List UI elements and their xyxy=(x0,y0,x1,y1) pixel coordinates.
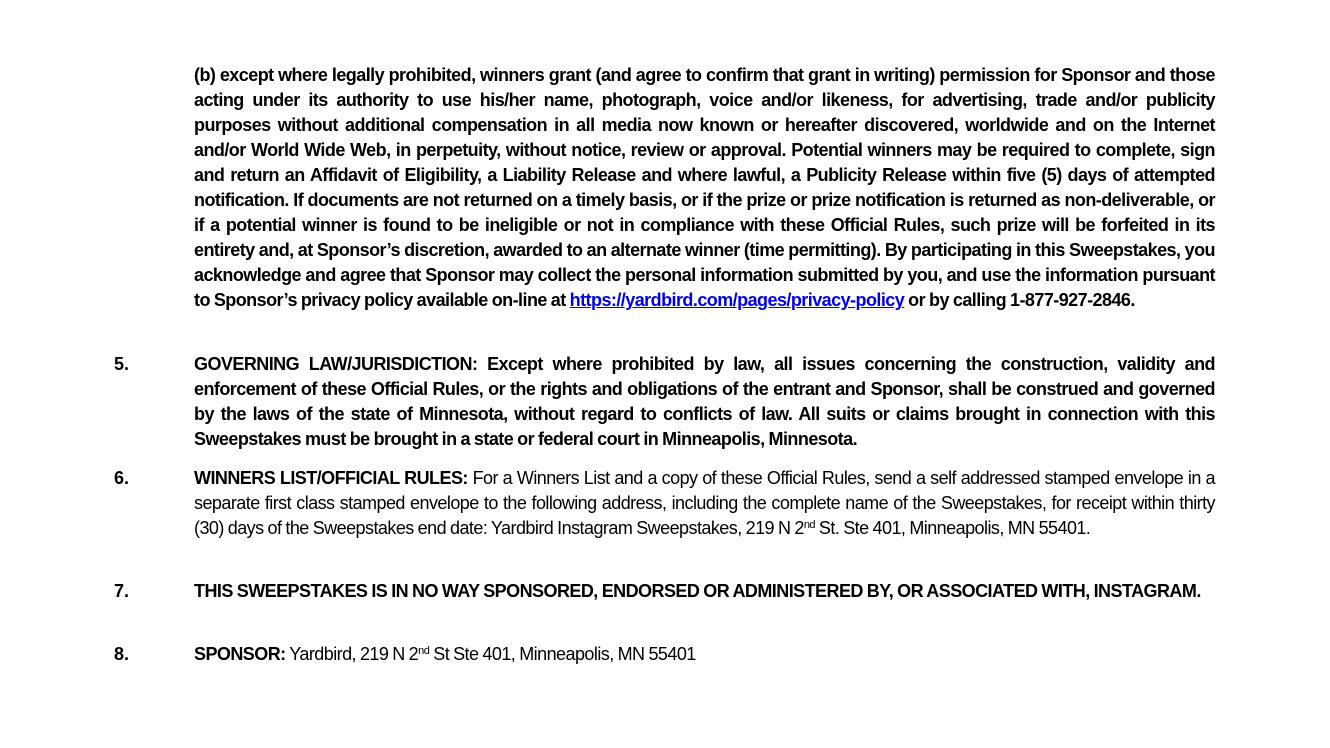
section-5-number: 5. xyxy=(114,354,130,374)
section-7-text: THIS SWEEPSTAKES IS IN NO WAY SPONSORED, ENDORSED OR ADMINISTERED BY, OR ASSOCIATED WITH, INSTAGRAM. xyxy=(194,581,1201,601)
paragraph-b-text-end: or by calling 1-877-927-2846. xyxy=(904,290,1135,310)
section-8-heading: SPONSOR: xyxy=(194,644,286,664)
paragraph-b xyxy=(194,63,1215,313)
section-8-number: 8. xyxy=(114,644,130,664)
section-8-text-end: St Ste 401, Minneapolis, MN 55401 xyxy=(429,644,696,664)
section-8-paragraph xyxy=(194,642,1215,667)
section-6-heading: WINNERS LIST/OFFICIAL RULES: xyxy=(194,468,468,488)
section-8-text: Yardbird, 219 N 2 xyxy=(285,644,419,664)
section-8-ordinal-suffix: nd xyxy=(418,645,430,657)
privacy-policy-link[interactable]: https://yardbird.com/pages/privacy-policy xyxy=(569,290,905,310)
section-6-paragraph xyxy=(194,466,1215,541)
section-5-text: GOVERNING LAW/JURISDICTION: Except where prohibited by law, all issues concerning the construction, validity and enforcement of these Official Rules, or the rights and obligations of the entrant and Sponsor, shall be construed and governed by the laws of the state of Minnesota, without regard to conflicts of law. All suits or claims brought in connection with this Sweepstakes must be brought in a state or federal court in Minneapolis, Minnesota. xyxy=(194,354,1215,449)
section-6-ordinal-suffix: nd xyxy=(803,519,815,531)
section-6-number: 6. xyxy=(114,468,130,488)
paragraph-b-text: (b) except where legally prohibited, winners grant (and agree to confirm that grant in writing) permission for Sponsor and those acting under its authority to use his/her name, photograph, voice and/or likeness, for advertising, trade and/or publicity purposes without additional compensation in all media now known or hereafter discovered, worldwide and on the Internet and/or World Wide Web, in perpetuity, without notice, review or approval. Potential winners may be required to complete, sign and return an Affidavit of Eligibility, a Liability Release and where lawful, a Publicity Release within five (5) days of attempted notification. If documents are not returned on a timely basis, or if the prize or prize notification is returned as non-deliverable, or if a potential winner is found to be ineligible or not in compliance with these Official Rules, such prize will be forfeited in its entirety and, at Sponsor’s discretion, awarded to an alternate winner (time permitting). By participating in this Sweepstakes, you acknowledge and agree that Sponsor may collect the personal information submitted by you, and use the information pursuant to Sponsor’s privacy policy available on-line at xyxy=(194,65,1215,310)
section-7-number: 7. xyxy=(114,581,130,601)
section-6-text-end: St. Ste 401, Minneapolis, MN 55401. xyxy=(814,518,1091,538)
section-6-text: For a Winners List and a copy of these Official Rules, send a self addressed stamped envelope in a separate first class stamped envelope to the following address, including the complete name of the Sweepstakes, for receipt within thirty (30) days of the Sweepstakes end date: Yardbird Instagram Sweepstakes, 219 N 2 xyxy=(194,468,1215,538)
